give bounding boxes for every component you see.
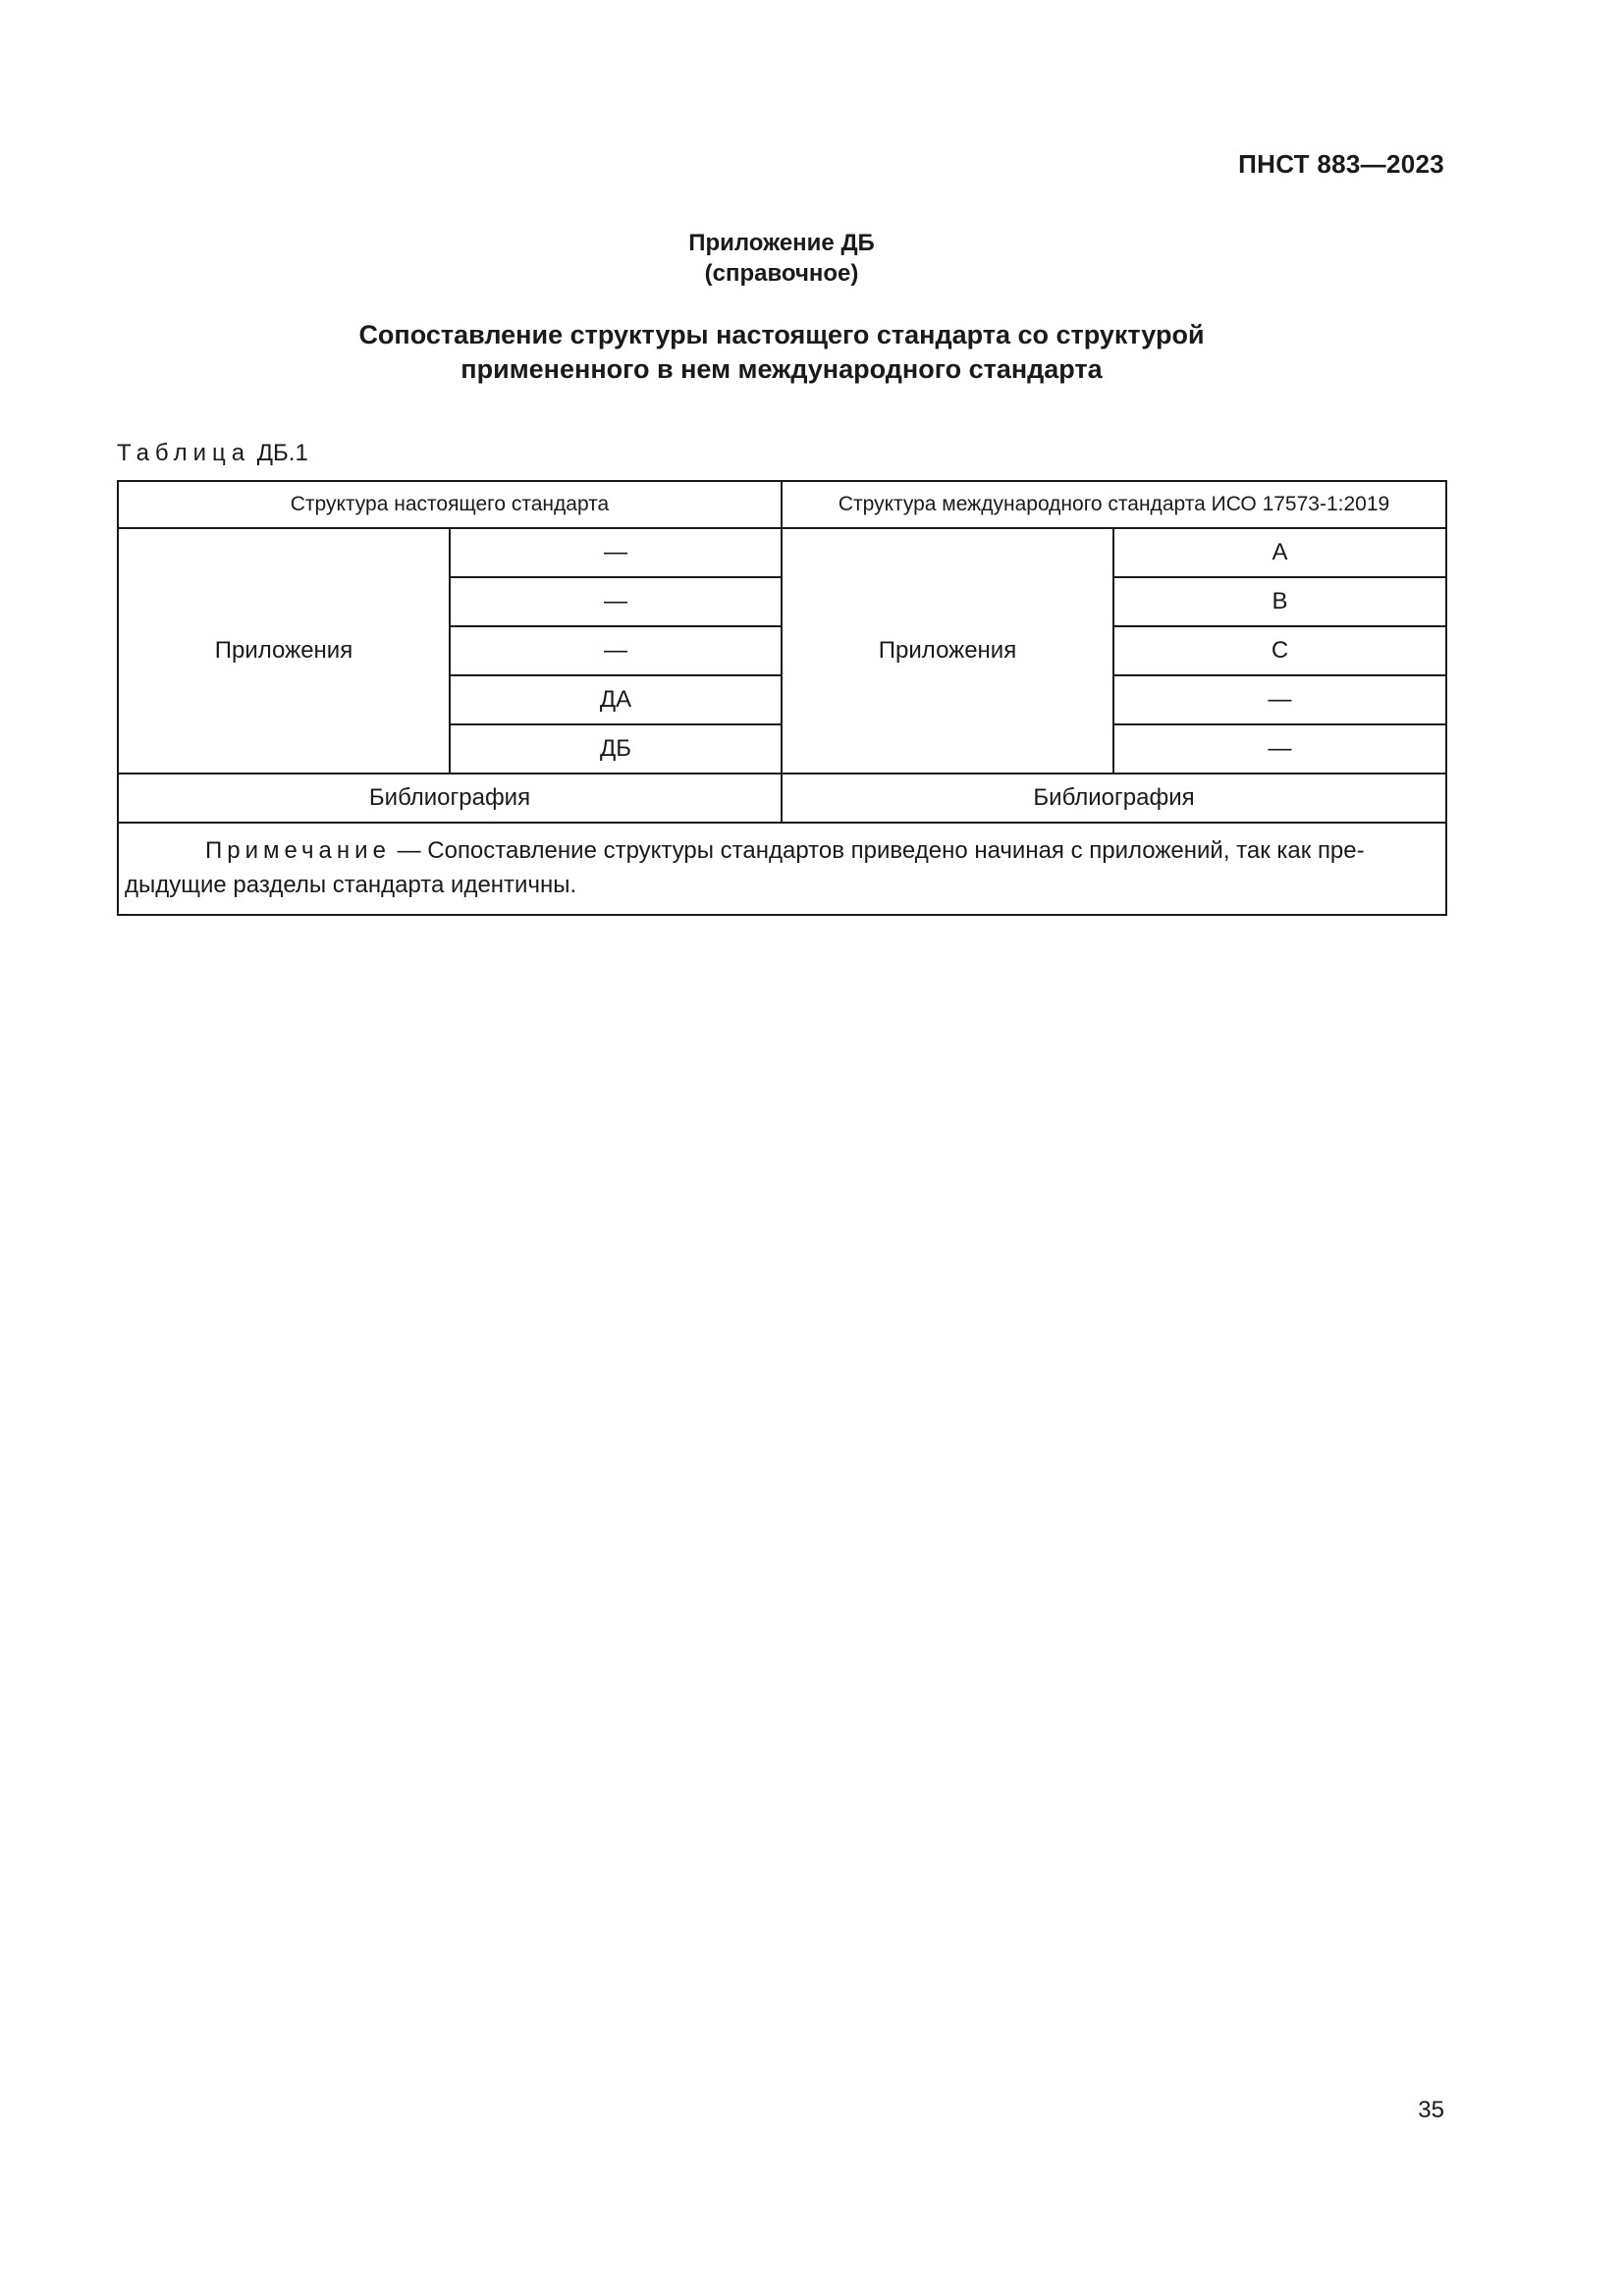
structure-comparison-table [117, 480, 1447, 916]
section-title [0, 318, 1563, 387]
left-value-cell: — [450, 577, 782, 626]
section-title-line-2: примененного в нем международного стандарта [460, 354, 1103, 384]
note-text: — Сопоставление структуры стандартов приведено начиная с приложений, так как пре-дыдущие разделы стандарта идентичны. [125, 837, 1365, 898]
table-header-row [118, 481, 1446, 528]
document-code: ПНСТ 883—2023 [1238, 149, 1444, 179]
note-label: Примечание [205, 837, 391, 864]
note-cell [118, 823, 1446, 915]
right-value-cell: C [1113, 626, 1446, 675]
right-value-cell: — [1113, 675, 1446, 724]
table-caption [117, 440, 308, 467]
header-international-standard: Структура международного стандарта ИСО 17573-1:2019 [782, 481, 1446, 528]
left-value-cell: — [450, 626, 782, 675]
section-title-line-1: Сопоставление структуры настоящего стандарта со структурой [358, 320, 1205, 349]
table-caption-number: ДБ.1 [256, 440, 308, 466]
appendix-title: Приложение ДБ [688, 230, 875, 256]
left-value-cell: — [450, 528, 782, 577]
bibliography-right-cell: Библиография [782, 774, 1446, 823]
group-left-cell: Приложения [118, 528, 450, 774]
note-row [118, 823, 1446, 915]
appendix-subtitle: (справочное) [704, 260, 859, 287]
right-value-cell: B [1113, 577, 1446, 626]
appendix-heading [0, 228, 1563, 289]
right-value-cell: A [1113, 528, 1446, 577]
left-value-cell: ДА [450, 675, 782, 724]
header-current-standard: Структура настоящего стандарта [118, 481, 782, 528]
right-value-cell: — [1113, 724, 1446, 774]
table-caption-label: Таблица [117, 440, 251, 466]
bibliography-row [118, 774, 1446, 823]
left-value-cell: ДБ [450, 724, 782, 774]
page-number: 35 [1418, 2097, 1444, 2123]
bibliography-left-cell: Библиография [118, 774, 782, 823]
group-right-cell: Приложения [782, 528, 1113, 774]
table-row [118, 528, 1446, 577]
